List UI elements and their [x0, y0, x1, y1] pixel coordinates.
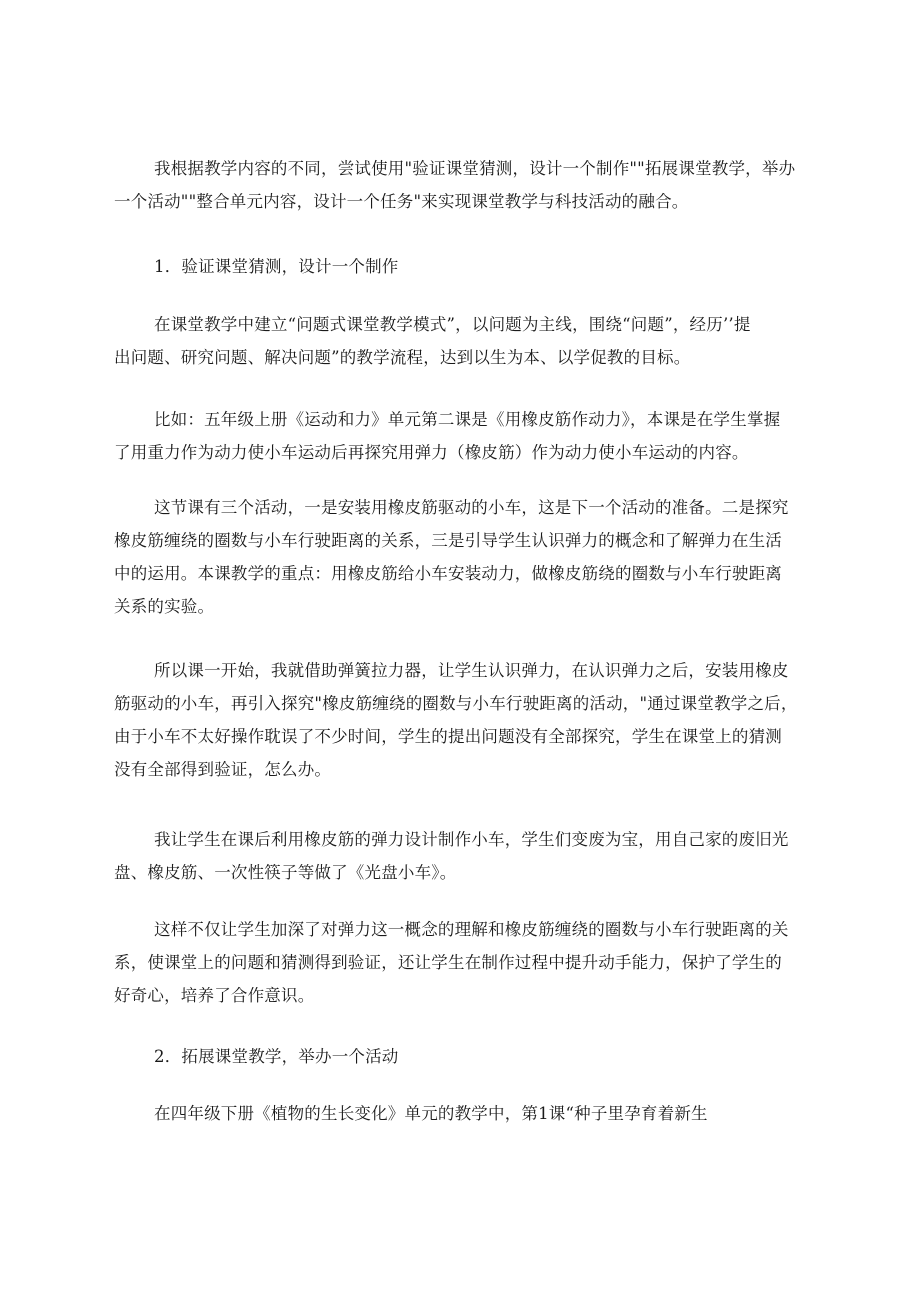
text-line: 橡皮筋缠绕的圈数与小车行驶距离的关系，三是引导学生认识弹力的概念和了解弹力在生活 — [114, 531, 782, 550]
text-line: 2．拓展课堂教学，举办一个活动 — [154, 1047, 399, 1066]
text-line: 关系的实验。 — [114, 597, 215, 616]
text-line: 我让学生在课后利用橡皮筋的弹力设计制作小车，学生们变废为宝，用自己家的废旧光 — [154, 830, 789, 849]
paragraph-problem-model — [114, 308, 814, 374]
text-line: 所以课一开始，我就借助弹簧拉力器，让学生认识弹力，在认识弹力之后，安装用橡皮 — [154, 661, 789, 680]
paragraph-benefits — [114, 913, 814, 1012]
paragraph-plant-unit — [114, 1097, 814, 1130]
text-line: 比如：五年级上册《运动和力》单元第二课是《用橡皮筋作动力》，本课是在学生掌握 — [154, 410, 781, 429]
paragraph-intro — [114, 152, 814, 218]
paragraph-example — [114, 403, 814, 469]
text-line: 一个活动""整合单元内容，设计一个任务"来实现课堂教学与科技活动的融合。 — [114, 192, 689, 211]
text-line: 了用重力作为动力使小车运动后再探究用弹力（橡皮筋）作为动力使小车运动的内容。 — [114, 443, 749, 462]
text-line: 盘、橡皮筋、一次性筷子等做了《光盘小车》。 — [114, 863, 457, 882]
text-line: 这样不仅让学生加深了对弹力这一概念的理解和橡皮筋缠绕的圈数与小车行驶距离的关 — [154, 920, 789, 939]
section-heading-2 — [114, 1040, 814, 1073]
text-line: 在四年级下册《植物的生长变化》单元的教学中，第1课“种子里孕育着新生 — [154, 1104, 708, 1123]
paragraph-after-class — [114, 823, 814, 889]
text-line: 出问题、研究问题、解决问题”的教学流程，达到以生为本、以学促教的目标。 — [114, 348, 691, 367]
text-line: 筋驱动的小车，再引入探究"橡皮筋缠绕的圈数与小车行驶距离的活动，"通过课堂教学之后， — [114, 694, 798, 713]
text-line: 1．验证课堂猜测，设计一个制作 — [154, 257, 399, 276]
text-line: 系，使课堂上的问题和猜测得到验证，还让学生在制作过程中提升动手能力，保护了学生的 — [114, 953, 782, 972]
text-line: 这节课有三个活动，一是安装用橡皮筋驱动的小车，这是下一个活动的准备。二是探究 — [154, 498, 789, 517]
text-line: 由于小车不太好操作耽误了不少时间，学生的提出问题没有全部探究，学生在课堂上的猜测 — [114, 727, 782, 746]
paragraph-class-start — [114, 654, 814, 786]
text-line: 在课堂教学中建立“问题式课堂教学模式”，以问题为主线，围绕“问题”，经历’’提 — [154, 315, 751, 334]
section-heading-1 — [114, 250, 814, 283]
text-line: 没有全部得到验证，怎么办。 — [114, 760, 332, 779]
paragraph-three-activities — [114, 491, 814, 623]
text-line: 我根据教学内容的不同，尝试使用"验证课堂猜测，设计一个制作""拓展课堂教学，举办 — [154, 159, 796, 178]
text-line: 好奇心，培养了合作意识。 — [114, 986, 315, 1005]
text-line: 中的运用。本课教学的重点：用橡皮筋给小车安装动力，做橡皮筋绕的圈数与小车行驶距离 — [114, 564, 782, 583]
